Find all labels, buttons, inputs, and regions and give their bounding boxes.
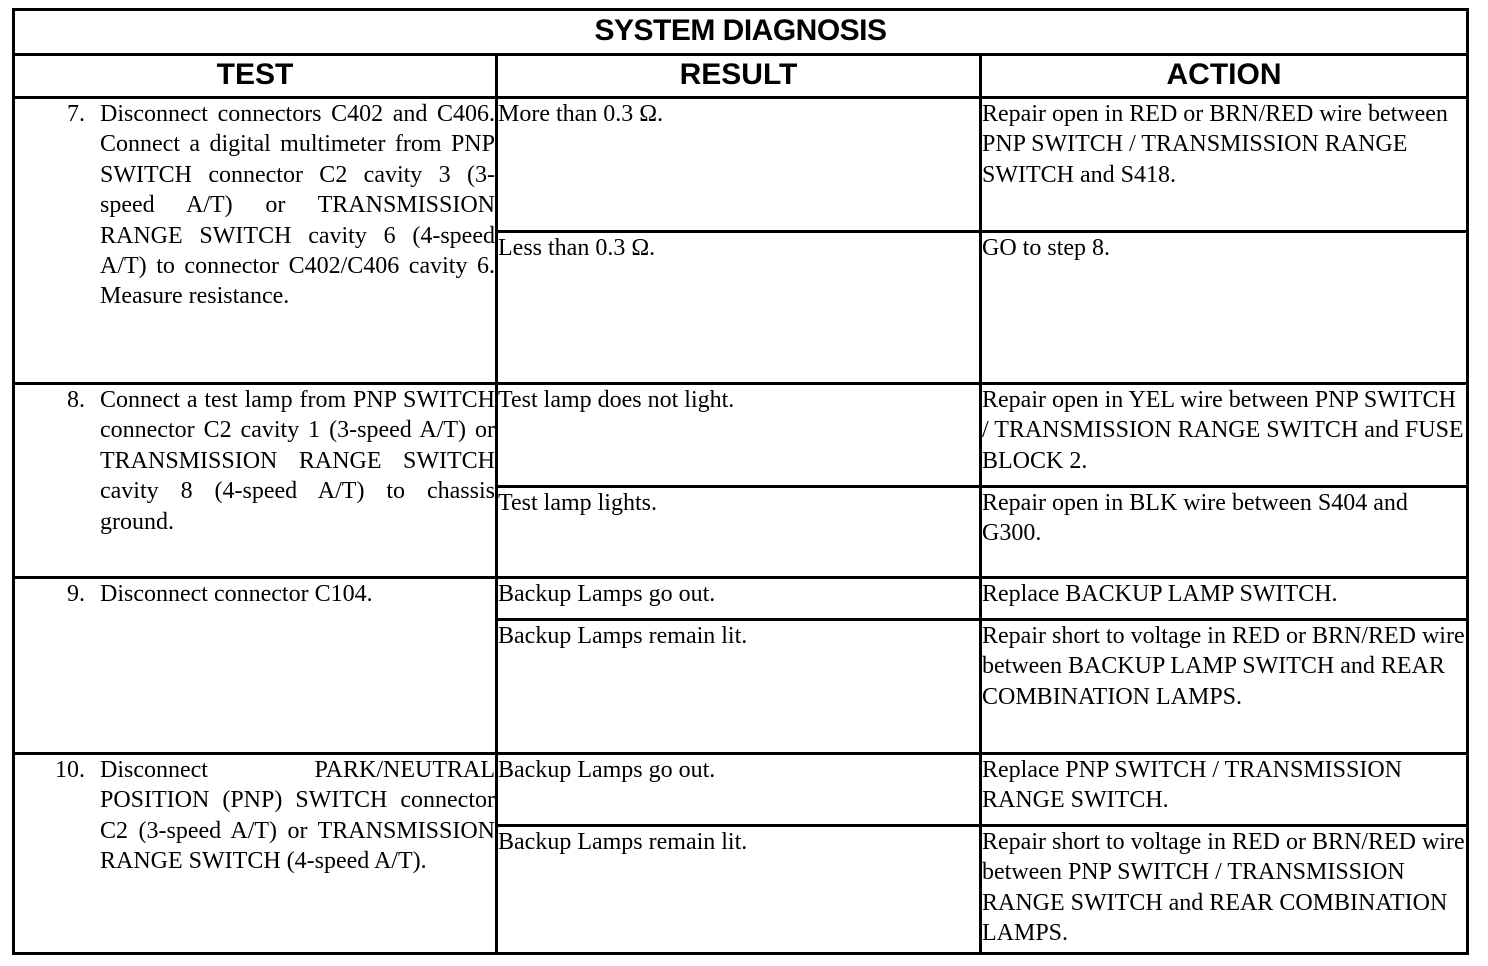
diagnosis-table-wrapper	[12, 8, 1466, 955]
table-row	[14, 578, 1468, 620]
test-cell-step-8	[14, 384, 497, 578]
system-diagnosis-table	[12, 8, 1469, 955]
result-cell: Backup Lamps remain lit.	[497, 826, 981, 954]
action-cell: Repair short to voltage in RED or BRN/RED wire between PNP SWITCH / TRANSMISSION RANGE SWITCH and REAR COMBINATION LAMPS.	[981, 826, 1468, 954]
header-action: ACTION	[981, 55, 1468, 98]
action-cell: Repair open in RED or BRN/RED wire between PNP SWITCH / TRANSMISSION RANGE SWITCH and S418.	[981, 98, 1468, 232]
result-cell: Backup Lamps go out.	[497, 578, 981, 620]
test-cell-step-9	[14, 578, 497, 754]
table-title: SYSTEM DIAGNOSIS	[14, 10, 1468, 55]
step-number: 9.	[67, 581, 85, 607]
table-row	[14, 754, 1468, 826]
result-cell: Less than 0.3 Ω.	[497, 232, 981, 384]
header-test: TEST	[14, 55, 497, 98]
test-text: Disconnect PARK/NEUTRAL POSITION (PNP) SWITCH connector C2 (3-speed A/T) or TRANSMISSION RANGE SWITCH (4-speed A/T).	[100, 757, 495, 875]
action-cell: GO to step 8.	[981, 232, 1468, 384]
step-number: 10.	[55, 757, 85, 783]
action-cell: Repair short to voltage in RED or BRN/RED wire between BACKUP LAMP SWITCH and REAR COMBINATION LAMPS.	[981, 620, 1468, 754]
table-row	[14, 98, 1468, 232]
result-cell: Backup Lamps remain lit.	[497, 620, 981, 754]
test-cell-step-7	[14, 98, 497, 384]
result-cell: More than 0.3 Ω.	[497, 98, 981, 232]
result-cell: Backup Lamps go out.	[497, 754, 981, 826]
step-number: 7.	[67, 101, 85, 127]
test-text: Disconnect connectors C402 and C406. Connect a digital multimeter from PNP SWITCH connector C2 cavity 3 (3-speed A/T) or TRANSMISSION RANGE SWITCH cavity 6 (4-speed A/T) to connector C402/C406 cavity 6. Measure resistance.	[100, 101, 495, 310]
action-cell: Repair open in YEL wire between PNP SWITCH / TRANSMISSION RANGE SWITCH and FUSE BLOCK 2.	[981, 384, 1468, 487]
action-cell: Replace PNP SWITCH / TRANSMISSION RANGE SWITCH.	[981, 754, 1468, 826]
test-text: Disconnect connector C104.	[100, 581, 373, 607]
table-row	[14, 384, 1468, 487]
header-result: RESULT	[497, 55, 981, 98]
result-cell: Test lamp does not light.	[497, 384, 981, 487]
step-number: 8.	[67, 387, 85, 413]
action-cell: Replace BACKUP LAMP SWITCH.	[981, 578, 1468, 620]
test-cell-step-10	[14, 754, 497, 954]
test-text: Connect a test lamp from PNP SWITCH connector C2 cavity 1 (3-speed A/T) or TRANSMISSION RANGE SWITCH cavity 8 (4-speed A/T) to chassis ground.	[100, 387, 495, 535]
result-cell: Test lamp lights.	[497, 487, 981, 578]
action-cell: Repair open in BLK wire between S404 and G300.	[981, 487, 1468, 578]
